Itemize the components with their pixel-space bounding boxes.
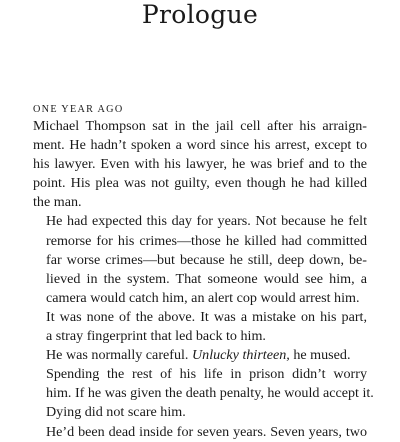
text-line: remorse for his crimes—those he killed had committed [46,232,367,249]
chapter-title: Prologue [141,0,259,29]
paragraph-4 [33,346,367,365]
text-line: camera would catch him, an alert cop would arrest him. [46,289,360,306]
text-line: It was none of the above. It was a mistake on his part, [46,308,367,325]
text-line: He had expected this day for years. Not because he felt [46,213,367,230]
text-line: Spending the rest of his life in prison didn’t worry [46,366,367,383]
text-line: far worse crimes—but because he still, deep down, be- [46,251,367,268]
paragraph-1 [33,117,367,212]
paragraph-3 [33,308,367,346]
text-line: him. If he was given the death penalty, he would accept it. [46,385,374,402]
text-line: his lawyer. Even with his lawyer, he was brief and to the [33,156,367,173]
text-line: Dying did not scare him. [46,404,186,421]
text-line: lieved in the system. That someone would see him, a [46,270,367,287]
text-line: Michael Thompson sat in the jail cell after his arraign- [33,118,367,134]
text-line [33,346,367,365]
paragraph-2 [33,212,367,307]
text-line: a stray fingerprint that led back to him. [46,328,266,345]
italic-emphasis: Unlucky thirteen, [191,347,290,364]
text-line: He’d been dead inside for seven years. Seven years, two [46,423,367,440]
text-line: the man. [33,194,82,211]
body-text [33,117,374,442]
section-label: ONE YEAR AGO [33,104,124,115]
text-line: point. His plea was not guilty, even though he had killed [33,175,367,192]
paragraph-6 [33,423,367,442]
text-run: he mused. [289,347,351,364]
paragraph-5 [33,365,374,422]
text-line: ment. He hadn’t spoken a word since his arrest, except to [33,137,367,154]
text-run: He was normally careful. [46,347,192,364]
